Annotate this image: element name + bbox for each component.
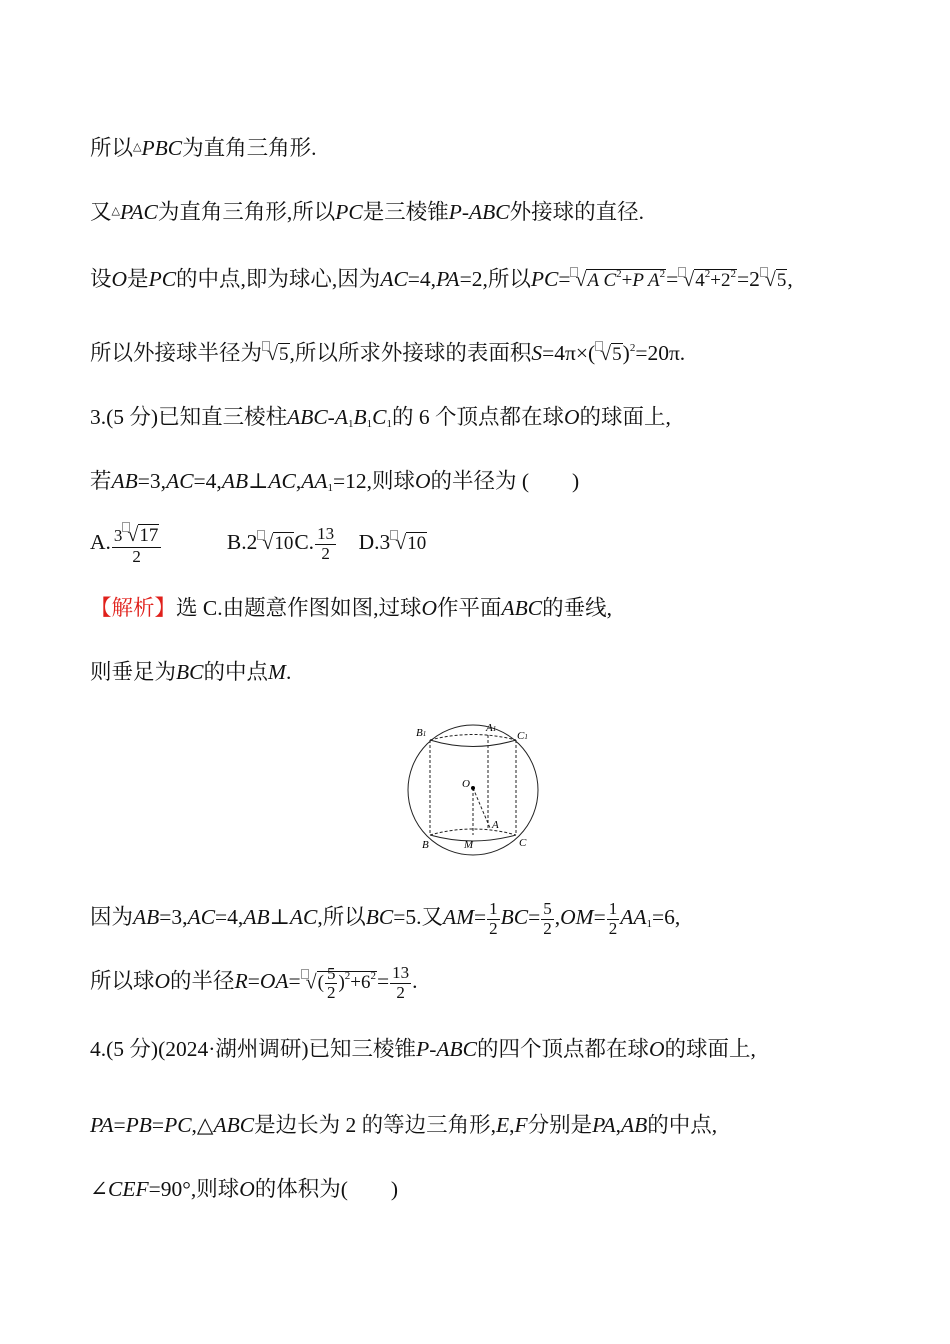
fraction-numerator <box>325 965 338 985</box>
text-run: =4, <box>193 469 222 493</box>
math-variable: AB <box>111 469 138 493</box>
text-run: . <box>412 969 418 994</box>
math-variable: PB <box>125 1113 152 1137</box>
text-run: 4 <box>695 270 705 291</box>
math-variable: PA <box>436 267 460 291</box>
text-run: 作平面 <box>437 596 502 620</box>
text-run: = <box>377 969 390 994</box>
text-run: =2 <box>736 267 760 291</box>
radical-sign-icon: √ <box>267 343 278 365</box>
fraction-denominator <box>390 984 411 1003</box>
text-run: , <box>295 469 302 493</box>
math-variable: O <box>648 1037 665 1061</box>
math-variable: BC <box>176 660 204 684</box>
text-run: 的半径为 ( ) <box>430 469 580 493</box>
text-run: ∠ <box>90 1177 109 1201</box>
math-variable: R <box>234 969 248 994</box>
question-3-options <box>90 522 427 567</box>
math-variable: O <box>414 469 431 493</box>
text-run: 1 <box>608 899 618 918</box>
square-root <box>257 530 294 554</box>
label-c1: C1 <box>517 730 528 742</box>
text-run: 为直角三角形,所以 <box>157 200 336 224</box>
math-variable: S <box>531 341 543 365</box>
text-run: = <box>113 1113 126 1137</box>
text-run: B.2 <box>162 530 258 555</box>
text-run: A. <box>90 530 111 555</box>
math-variable: AC <box>380 267 408 291</box>
text-run: 2 <box>132 546 141 566</box>
math-variable: PC <box>148 267 177 291</box>
square-root <box>570 267 666 291</box>
text-run: 2 <box>396 982 405 1002</box>
text-run: 2 <box>321 543 330 563</box>
text-run: ⊥ <box>248 469 269 493</box>
text-run: = <box>593 905 606 930</box>
line-3 <box>90 267 793 291</box>
math-variable: P-ABC <box>448 200 510 224</box>
triangle-symbol: △ <box>133 141 142 153</box>
fraction-numerator <box>607 900 620 920</box>
math-variable: AC <box>289 905 318 930</box>
analysis-line-1 <box>90 598 612 620</box>
text-run: =4π×( <box>542 341 596 365</box>
label-b1: B1 <box>416 727 427 739</box>
text-run: = <box>151 1113 165 1137</box>
text-run: ⊥ <box>269 905 290 930</box>
text-run: 的中点 <box>203 660 269 684</box>
math-variable: AB <box>221 469 249 493</box>
subscript: 1 <box>366 418 373 430</box>
text-run: 5 <box>326 963 336 983</box>
text-run: 因为 <box>90 905 134 930</box>
text-run: 10 <box>274 533 294 555</box>
radical-sign-icon: √ <box>127 524 139 546</box>
math-variable: ABC <box>501 596 543 620</box>
text-run: 1 <box>489 899 498 918</box>
center-point <box>471 786 475 790</box>
fraction-denominator <box>112 548 161 567</box>
fraction-numerator <box>112 522 161 548</box>
text-run: 2 <box>608 918 618 938</box>
text-run: 的球面上, <box>579 405 671 429</box>
label-m: M <box>464 839 474 851</box>
analysis-tag: 【解析】 <box>90 596 177 620</box>
math-variable: PA <box>592 1113 616 1137</box>
fraction-numerator <box>541 900 554 920</box>
question-3-stem <box>90 407 671 430</box>
math-variable: P-ABC <box>416 1037 477 1061</box>
text-run: 的中点, <box>647 1113 718 1137</box>
square-root <box>262 341 289 365</box>
math-variable: AA <box>620 905 647 930</box>
text-run: =3, <box>159 905 188 930</box>
text-run: = <box>288 969 301 994</box>
text-run: 是边长为 2 的等边三角形, <box>254 1113 496 1137</box>
fraction-denominator <box>541 920 554 939</box>
text-run: D.3 <box>337 530 391 555</box>
radical-sign-icon: √ <box>764 269 776 291</box>
math-variable: PBC <box>141 136 183 160</box>
line-2 <box>90 202 644 224</box>
text-run: 13 <box>317 524 335 544</box>
text-run: =4, <box>407 267 437 291</box>
fraction-numerator <box>315 525 336 545</box>
square-root <box>122 522 159 547</box>
text-run: 5 <box>543 899 552 918</box>
radicand <box>317 963 377 1003</box>
superscript: 2 <box>616 268 622 280</box>
text-run: ) <box>338 972 345 994</box>
text-run: +2 <box>710 270 731 291</box>
superscript: 2 <box>370 970 377 983</box>
text-run: . <box>285 660 292 684</box>
text-run: ) <box>622 341 630 365</box>
radicand <box>586 269 666 291</box>
radical-sign-icon: √ <box>395 532 407 555</box>
text-run: 所以 <box>90 136 134 160</box>
text-run: = <box>558 267 571 291</box>
text-run: 3.(5 分)已知直三棱柱 <box>90 405 288 429</box>
superscript: 2 <box>344 970 351 983</box>
text-run: 分别是 <box>527 1113 593 1137</box>
subscript: 1 <box>327 482 333 494</box>
radicand <box>138 524 159 546</box>
superscript: 2 <box>659 268 666 280</box>
math-variable: PC <box>530 267 559 291</box>
text-run: =6, <box>652 905 681 930</box>
math-variable: BC <box>365 905 394 930</box>
text-run: 是 <box>127 267 149 291</box>
fraction <box>315 525 336 563</box>
math-variable: O <box>239 1177 255 1201</box>
label-a: A <box>492 819 499 831</box>
square-root <box>760 267 787 291</box>
triangle-symbol: △ <box>111 205 120 217</box>
sphere-prism-diagram <box>400 715 550 860</box>
math-variable: AB <box>133 905 160 930</box>
text-run: 4.(5 分)(2024·湖州调研)已知三棱锥 <box>90 1037 417 1061</box>
square-root <box>301 965 377 1003</box>
math-variable: ABC-A <box>287 405 348 429</box>
subscript: 1 <box>386 418 392 430</box>
solution-line-2 <box>90 964 418 1003</box>
text-run: 5 <box>612 344 622 365</box>
math-variable: AA <box>301 469 328 493</box>
analysis-line-2 <box>90 662 291 684</box>
math-variable: PC <box>164 1113 192 1137</box>
text-run: 3 <box>113 526 123 545</box>
text-run: 的 6 个顶点都在球 <box>391 405 564 429</box>
text-run: ,△ <box>191 1113 214 1137</box>
math-variable: O <box>111 267 128 291</box>
text-run: ( <box>317 972 324 994</box>
superscript: 2 <box>730 268 736 280</box>
fraction-denominator <box>487 920 500 939</box>
square-root <box>595 341 622 365</box>
text-run: 2 <box>543 918 552 938</box>
math-variable: PA <box>90 1113 114 1137</box>
question-4-stem <box>90 1039 756 1061</box>
square-root <box>678 267 737 291</box>
text-run: 5 <box>776 270 787 291</box>
text-run: 则垂足为 <box>90 660 177 684</box>
radicand <box>776 269 788 291</box>
fraction <box>112 522 161 567</box>
text-run: 又 <box>90 200 112 224</box>
text-run: =90°,则球 <box>148 1177 240 1201</box>
fraction <box>487 900 500 938</box>
text-run: 所以球 <box>90 969 155 994</box>
radicand <box>406 532 427 554</box>
radical-sign-icon: √ <box>575 269 587 291</box>
text-run: 的中点,即为球心,因为 <box>176 267 381 291</box>
radicand <box>611 343 623 365</box>
math-variable: A C <box>587 270 617 291</box>
fraction-numerator <box>390 964 411 984</box>
math-variable: AB <box>621 1113 648 1137</box>
text-run: =2,所以 <box>459 267 531 291</box>
math-variable: BC <box>500 905 529 930</box>
text-run: 5 <box>279 344 289 365</box>
math-variable: M <box>268 660 286 684</box>
radicand <box>694 269 737 291</box>
subscript: 1 <box>347 418 354 430</box>
math-variable: F <box>514 1113 528 1137</box>
text-run: 所以外接球半径为 <box>90 341 263 365</box>
fraction-denominator <box>325 984 338 1003</box>
text-run: = <box>247 969 260 994</box>
text-run: 若 <box>90 469 112 493</box>
label-c: C <box>519 837 527 849</box>
question-4-ask <box>90 1179 398 1201</box>
text-run: + <box>621 270 633 291</box>
question-4-condition <box>90 1115 717 1137</box>
solution-line-1 <box>90 900 680 938</box>
text-run: =5.又 <box>393 905 443 930</box>
math-variable: C <box>372 405 387 429</box>
label-b: B <box>422 839 429 851</box>
text-run: 外接球的直径. <box>509 200 645 224</box>
superscript: 2 <box>704 268 711 280</box>
radical-sign-icon: √ <box>262 532 274 555</box>
math-variable: E <box>495 1113 510 1137</box>
math-variable: AC <box>187 905 216 930</box>
text-run: , <box>509 1113 515 1137</box>
text-run: =12,则球 <box>332 469 415 493</box>
text-run: = <box>474 905 487 930</box>
fraction-denominator <box>315 545 336 564</box>
text-run: 的半径 <box>170 969 235 994</box>
text-run: 设 <box>90 267 112 291</box>
fraction <box>541 900 554 938</box>
text-run: 为直角三角形. <box>182 136 317 160</box>
square-root <box>390 530 427 554</box>
text-run: =4, <box>215 905 244 930</box>
text-run: =3, <box>137 469 167 493</box>
text-run: = <box>528 905 541 930</box>
line-1 <box>90 138 316 160</box>
radicand <box>273 532 294 554</box>
fraction <box>325 965 338 1003</box>
math-variable: AM <box>442 905 474 930</box>
superscript: 2 <box>629 342 636 354</box>
math-variable: ABC <box>213 1113 255 1137</box>
math-variable: B <box>353 405 367 429</box>
math-variable: O <box>421 596 438 620</box>
text-run: ,所以 <box>317 905 366 930</box>
text-run: 2 <box>326 983 336 1003</box>
math-variable: AC <box>268 469 296 493</box>
radical-sign-icon: √ <box>600 343 612 365</box>
text-run: , <box>554 905 561 930</box>
fraction <box>607 900 620 938</box>
math-variable: O <box>563 405 580 429</box>
text-run: 13 <box>392 963 410 982</box>
text-run: 10 <box>407 533 427 555</box>
text-run: 2 <box>489 918 498 938</box>
question-3-condition <box>90 471 579 494</box>
subscript: 1 <box>646 918 652 931</box>
text-run: ,所以所求外接球的表面积 <box>289 341 532 365</box>
radical-sign-icon: √ <box>683 269 695 291</box>
radicand <box>278 343 290 365</box>
math-variable: O <box>154 969 171 994</box>
text-run: 的体积为( ) <box>254 1177 399 1201</box>
radical-sign-icon: √ <box>305 971 317 994</box>
text-run: 的四个顶点都在球 <box>476 1037 649 1061</box>
text-run: +6 <box>350 972 371 994</box>
text-run: = <box>666 267 679 291</box>
line-4 <box>90 341 685 365</box>
text-run: C. <box>294 530 315 555</box>
fraction-numerator <box>487 900 500 920</box>
math-variable: OA <box>259 969 289 994</box>
math-variable: OM <box>560 905 594 930</box>
math-variable: PAC <box>119 200 158 224</box>
text-run: , <box>615 1113 622 1137</box>
text-run: , <box>787 267 793 291</box>
label-a1: A1 <box>486 722 497 734</box>
text-run: 17 <box>139 525 159 546</box>
math-variable: PC <box>335 200 363 224</box>
math-variable: P A <box>632 270 660 291</box>
text-run: 选 C.由题意作图如图,过球 <box>176 596 422 620</box>
fraction-denominator <box>607 920 620 939</box>
text-run: 是三棱锥 <box>362 200 449 224</box>
text-run: 的球面上, <box>664 1037 756 1061</box>
fraction <box>390 964 411 1002</box>
text-run: 的垂线, <box>542 596 613 620</box>
label-o: O <box>462 778 470 790</box>
text-run: =20π. <box>635 341 686 365</box>
math-variable: AC <box>166 469 194 493</box>
math-variable: CEF <box>108 1177 149 1201</box>
math-variable: AB <box>243 905 270 930</box>
